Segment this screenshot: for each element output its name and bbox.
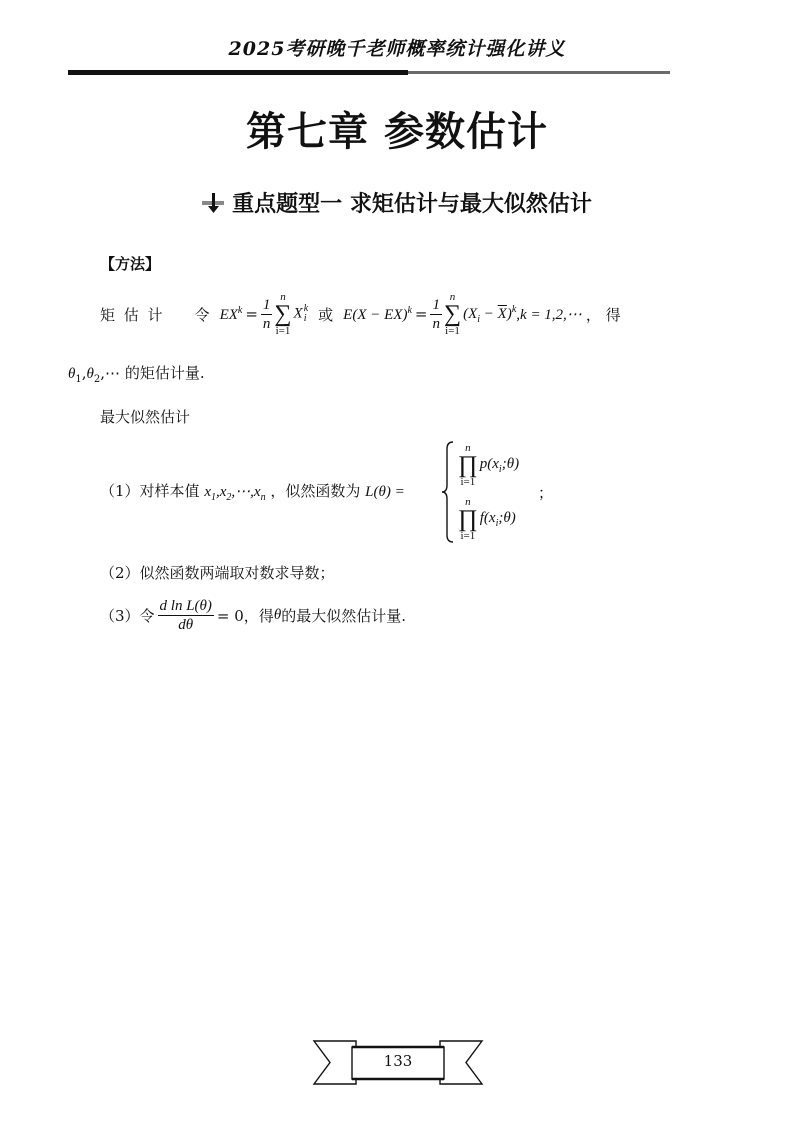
ex-k: $EX^k$ bbox=[219, 304, 243, 323]
central-term: $(X_i - \overline{X})^k$ bbox=[463, 303, 517, 325]
moment-label: 矩 估 计 bbox=[100, 305, 165, 324]
central-lhs: E(X − EX)$^k$ bbox=[343, 304, 412, 323]
running-header: 2025考研晚千老师概率统计强化讲义 bbox=[228, 38, 566, 60]
header-rule bbox=[68, 70, 670, 75]
one-over-n: $\frac{1}{n}$ bbox=[262, 296, 271, 332]
mle-case-continuous: n ∏ i=1 $f(x_i;\theta)$ bbox=[458, 496, 516, 542]
moment-formula-line: 矩 估 计 令 $EX^k$ = $\frac{1}{n}$ n ∑ i=1 X k i 或 E(X − EX)$^k$ = $\frac{1}{n}$ n ∑ i=1 $(X_i - \overline{X})^k$ ,k = 1,2,⋯ ， 得 bbox=[100, 291, 621, 337]
k-list: ,k = 1,2,⋯ bbox=[516, 306, 582, 323]
x-i-k: X k i bbox=[293, 303, 309, 324]
left-brace-icon bbox=[441, 441, 455, 543]
moment-continuation: $\theta_1,\theta_2,\cdots$ 的矩估计量. bbox=[68, 364, 205, 385]
mle-step2: （2）似然函数两端取对数求导数； bbox=[100, 564, 335, 582]
section-title: 重点题型一 求矩估计与最大似然估计 bbox=[232, 191, 592, 217]
header-rule-thick bbox=[68, 70, 408, 75]
page-number: 133 bbox=[383, 1052, 413, 1070]
page-number-ribbon bbox=[312, 1038, 484, 1088]
mle-label: 最大似然估计 bbox=[100, 408, 191, 426]
one-over-n-2: $\frac{1}{n}$ bbox=[432, 296, 440, 332]
sum-operator-2: n ∑ i=1 bbox=[443, 291, 462, 337]
derivative-fraction: $\frac{\text{d ln L(θ)}}{d\theta}$ bbox=[159, 597, 212, 633]
or-word: 或 bbox=[318, 305, 334, 324]
sum-operator: n ∑ i=1 bbox=[274, 291, 292, 337]
chapter-title: 第七章 参数估计 bbox=[246, 108, 548, 155]
mle-step1: （1）对样本值 $x_1,x_2,\cdots,x_n$ ，似然函数为 L(θ) = bbox=[100, 482, 405, 503]
header-rule-thin bbox=[408, 71, 670, 74]
mle-case-discrete: n ∏ i=1 $p(x_i;\theta)$ bbox=[458, 442, 520, 488]
mle-step3: （3）令 $\frac{\text{d ln L(θ)}}{d\theta}$ = 0，得 θ 的最大似然估计量. bbox=[100, 597, 406, 633]
moment-ling: 令 bbox=[194, 305, 210, 324]
mle-semicolon: ； bbox=[538, 484, 554, 502]
equals-sign: = bbox=[245, 305, 258, 323]
section-title-row bbox=[0, 187, 794, 218]
section-arrow-icon bbox=[202, 193, 224, 213]
de-word: ， 得 bbox=[585, 305, 621, 324]
method-label: 【方法】 bbox=[100, 255, 161, 273]
